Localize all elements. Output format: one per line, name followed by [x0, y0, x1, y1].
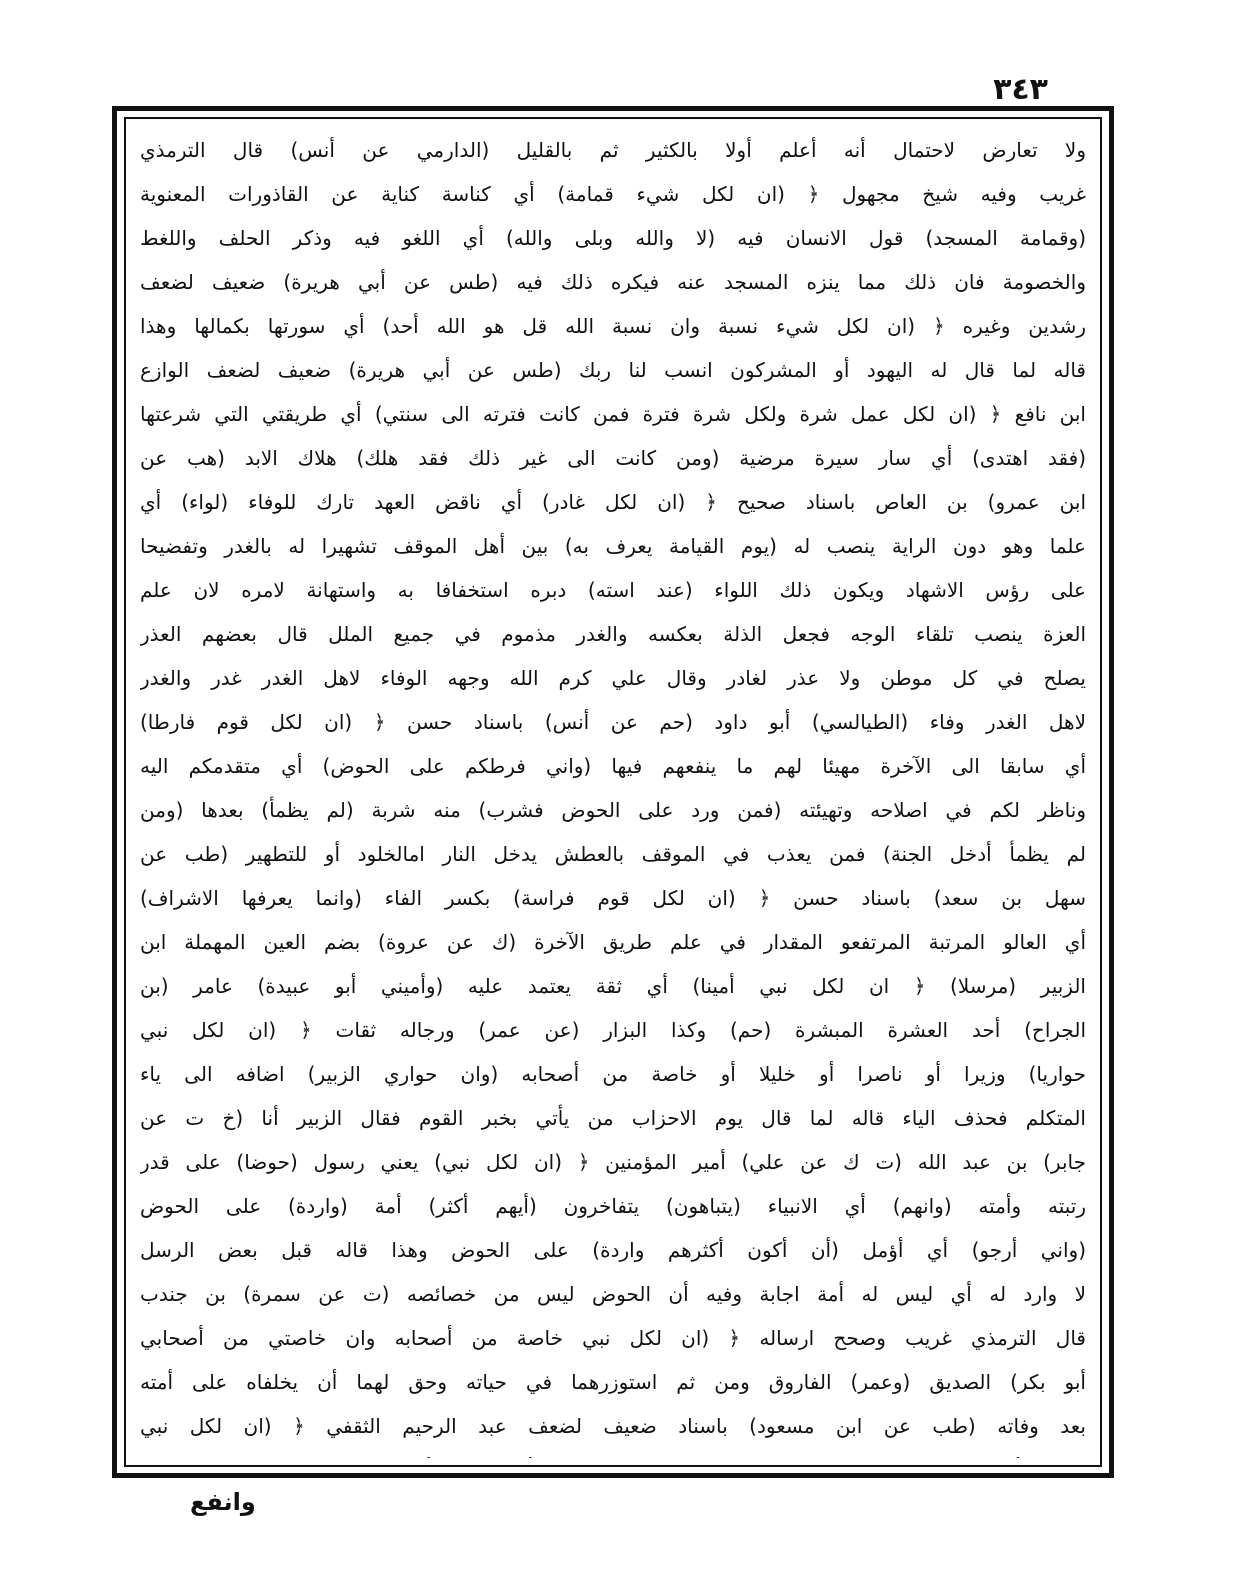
text-line: على رؤس الاشهاد ويكون ذلك اللواء (عند استه) دبره استخفافا به واستهانة لامره لان علم	[140, 578, 1086, 602]
text-line: لاهل الغدر وفاء (الطيالسي) أبو داود (حم عن أنس) باسناد حسن ﴿ (ان لكل قوم فارطا)	[140, 710, 1086, 734]
text-line: ابن نافع ﴿ (ان لكل عمل شرة ولكل شرة فترة فمن كانت فترته الى سنتي) أي طريقتي التي شرعتها	[140, 402, 1086, 426]
page-number: ٣٤٣	[993, 72, 1048, 107]
text-line: سهل بن سعد) باسناد حسن ﴿ (ان لكل قوم فراسة) بكسر الفاء (وانما يعرفها الاشراف)	[140, 886, 1086, 910]
text-line: يصلح في كل موطن ولا عذر لغادر وقال علي كرم الله وجهه الوفاء لاهل الغدر غدر والغدر	[140, 666, 1086, 690]
text-line: الزبير (مرسلا) ﴿ ان لكل نبي أمينا) أي ثقة يعتمد عليه (وأميني أبو عبيدة) عامر (بن	[140, 974, 1086, 998]
text-line: جابر) بن عبد الله (ت ك عن علي) أمير المؤمنين ﴿ (ان لكل نبي) يعني رسول (حوضا) على قدر	[140, 1150, 1086, 1174]
text-line: وناظر لكم في اصلاحه وتهيئته (فمن ورد على الحوض فشرب) منه شربة (لم يظمأ) بعدها (ومن	[140, 798, 1086, 822]
text-line: لا وارد له أي ليس له أمة اجابة وفيه أن الحوض ليس من خصائصه (ت عن سمرة) بن جندب	[140, 1282, 1086, 1306]
text-line: أي العالو المرتبة المرتفعو المقدار في علم طريق الآخرة (ك عن عروة) بضم العين المهملة ابن	[140, 930, 1086, 954]
text-line: ولا تعارض لاحتمال أنه أعلم أولا بالكثير ثم بالقليل (الدارمي عن أنس) قال الترمذي	[140, 138, 1086, 162]
text-line: غريب وفيه شيخ مجهول ﴿ (ان لكل شيء قمامة) أي كناسة كناية عن القاذورات المعنوية	[140, 182, 1086, 206]
text-line: علما وهو دون الراية ينصب له (يوم القيامة يعرف به) بين أهل الموقف تشهيرا له بالغدر وتفضيحا	[140, 534, 1086, 558]
text-line: والخصومة فان ذلك مما ينزه المسجد عنه فيكره ذلك فيه (طس عن أبي هريرة) ضعيف لضعف	[140, 270, 1086, 294]
text-line: العزة ينصب تلقاء الوجه فجعل الذلة بعكسه والغدر مذموم في جميع الملل قال بعضهم العذر	[140, 622, 1086, 646]
text-line: حواريا) وزيرا أو ناصرا أو خليلا أو خاصة من أصحابه (وان حواري الزبير) اضافه الى ياء	[140, 1062, 1086, 1086]
main-text-block	[140, 128, 1086, 1458]
text-line: المتكلم فحذف الياء قاله لما قال يوم الاحزاب من يأتي بخبر القوم فقال الزبير أنا (خ ت عن	[140, 1106, 1086, 1130]
catchword: وانفع	[190, 1488, 256, 1516]
text-line: (فقد اهتدى) أي سار سيرة مرضية (ومن كانت الى غير ذلك فقد هلك) هلاك الابد (هب عن	[140, 446, 1086, 470]
text-line: رتبته وأمته (وانهم) أي الانبياء (يتباهون) يتفاخرون (أيهم أكثر) أمة (واردة) على الحوض	[140, 1194, 1086, 1218]
text-line: الجراح) أحد العشرة المبشرة (حم) وكذا البزار (عن عمر) ورجاله ثقات ﴿ (ان لكل نبي	[140, 1018, 1086, 1042]
text-line: أي سابقا الى الآخرة مهيئا لهم ما ينفعهم فيها (واني فرطكم على الحوض) أي متقدمكم اليه	[140, 754, 1086, 778]
text-line: (واني أرجو) أي أؤمل (أن أكون أكثرهم واردة) على الحوض وهذا قاله قبل بعض الرسل	[140, 1238, 1086, 1262]
text-line	[140, 1448, 1086, 1458]
text-line: لم يظمأ أدخل الجنة) فمن يعذب في الموقف بالعطش يدخل النار امالخلود أو للتطهير (طب عن	[140, 842, 1086, 866]
text-line: بعد وفاته (طب عن ابن مسعود) باسناد ضعيف لضعف عبد الرحيم الثقفي ﴿ (ان لكل نبي	[140, 1414, 1086, 1438]
text-line: أبو بكر) الصديق (وعمر) الفاروق ومن ثم استوزرهما في حياته وحق لهما أن يخلفاه على أمته	[140, 1370, 1086, 1394]
text-line: قال الترمذي غريب وصحح ارساله ﴿ (ان لكل نبي خاصة من أصحابه وان خاصتي من أصحابي	[140, 1326, 1086, 1350]
text-line: رشدين وغيره ﴿ (ان لكل شيء نسبة وان نسبة الله قل هو الله أحد) أي سورتها بكمالها وهذا	[140, 314, 1086, 338]
text-line: ابن عمرو) بن العاص باسناد صحيح ﴿ (ان لكل غادر) أي ناقض العهد تارك للوفاء (لواء) أي	[140, 490, 1086, 514]
text-line: قاله لما قال له اليهود أو المشركون انسب لنا ربك (طس عن أبي هريرة) ضعيف لضعف الوازع	[140, 358, 1086, 382]
text-line: (وقمامة المسجد) قول الانسان فيه (لا والله وبلى والله) أي اللغو فيه وذكر الحلف واللغط	[140, 226, 1086, 250]
